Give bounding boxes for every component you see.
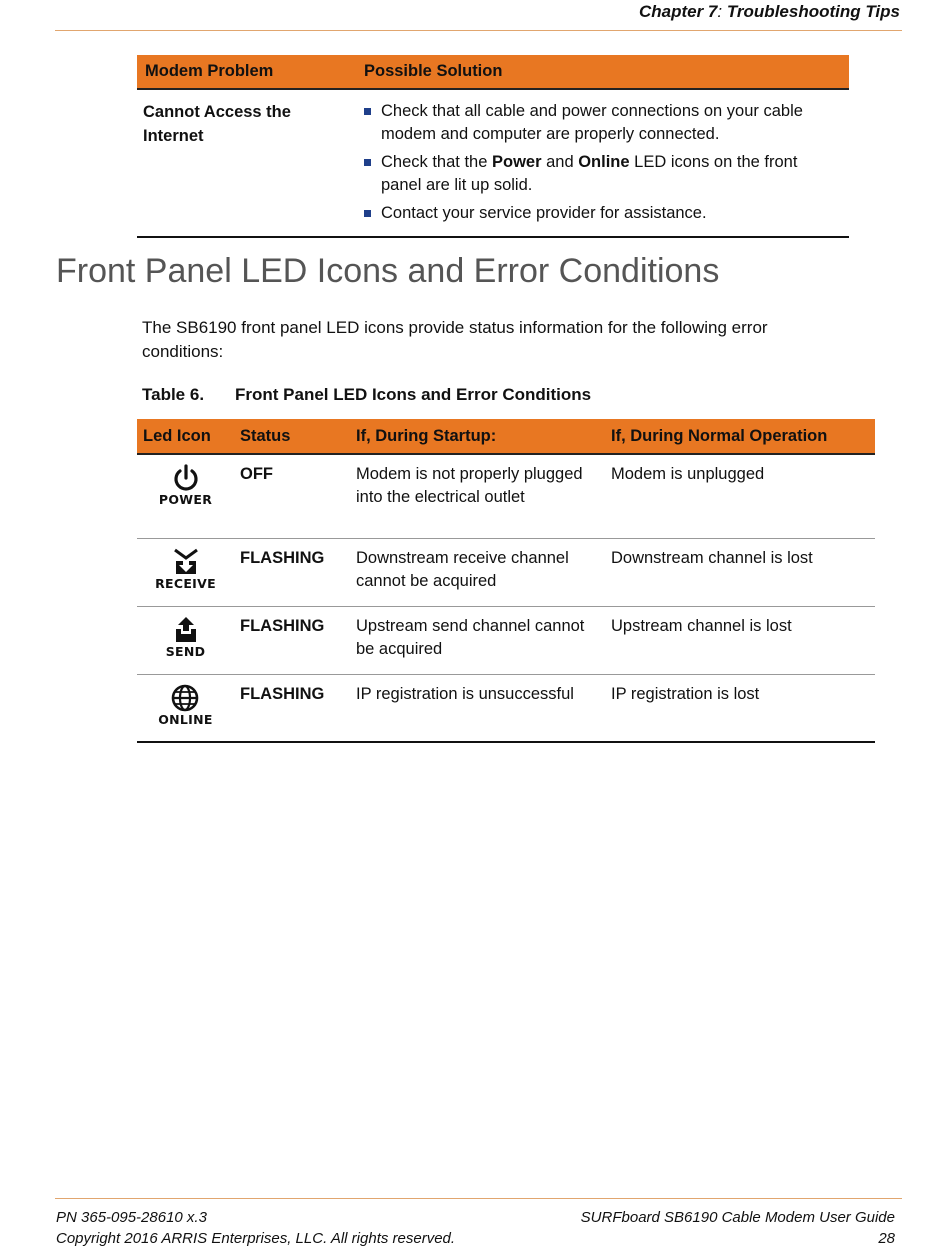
normal-cell: Downstream channel is lost — [605, 538, 875, 606]
led-icon-cell — [137, 454, 234, 538]
column-header-normal: If, During Normal Operation — [605, 419, 875, 454]
section-title: Front Panel LED Icons and Error Conditions — [56, 252, 720, 290]
chapter-separator: : — [717, 2, 723, 21]
column-header-startup: If, During Startup: — [350, 419, 605, 454]
online-term: Online — [578, 153, 630, 171]
table-caption-label: Table 6. — [142, 385, 205, 404]
receive-label: RECEIVE — [155, 575, 216, 591]
startup-cell: Modem is not properly plugged into the electrical outlet — [350, 454, 605, 538]
normal-cell: IP registration is lost — [605, 674, 875, 742]
chapter-title: Troubleshooting Tips — [726, 2, 900, 21]
power-led — [159, 463, 212, 507]
list-item: Contact your service provider for assistance. — [362, 202, 841, 225]
table-header-row — [137, 419, 875, 454]
send-label: SEND — [165, 643, 206, 659]
table-row — [137, 674, 875, 742]
column-header-modem-problem: Modem Problem — [137, 55, 356, 89]
table-row — [137, 454, 875, 538]
page-header — [639, 2, 900, 22]
power-term: Power — [491, 153, 542, 171]
status-cell: OFF — [234, 454, 350, 538]
chapter-label: Chapter 7 — [638, 2, 718, 21]
power-icon — [171, 463, 201, 493]
part-number: PN 365-095-28610 x.3 — [56, 1209, 207, 1226]
column-header-possible-solution: Possible Solution — [356, 55, 849, 89]
guide-title: SURFboard SB6190 Cable Modem User Guide — [580, 1209, 895, 1226]
led-icon-cell — [137, 606, 234, 674]
power-label: POWER — [158, 492, 213, 507]
led-icon-cell — [137, 674, 234, 742]
normal-cell: Upstream channel is lost — [605, 606, 875, 674]
status-cell: FLASHING — [234, 606, 350, 674]
solution-text: and — [541, 153, 579, 171]
problem-cell: Cannot Access the Internet — [137, 89, 356, 237]
footer-right — [581, 1207, 895, 1249]
receive-icon — [171, 547, 201, 577]
column-header-status: Status — [234, 419, 350, 454]
column-header-led-icon: Led Icon — [137, 419, 234, 454]
startup-cell: Downstream receive channel cannot be acquired — [350, 538, 605, 606]
table-caption — [142, 385, 591, 405]
footer-left — [56, 1207, 455, 1249]
receive-led — [155, 547, 216, 591]
solution-text: LED icons on the front panel are lit up solid. — [381, 153, 798, 194]
status-cell: FLASHING — [234, 538, 350, 606]
led-icons-table — [137, 419, 875, 743]
solution-text: Check that the — [381, 153, 492, 171]
table-row — [137, 538, 875, 606]
header-rule — [55, 30, 902, 31]
footer-rule — [55, 1198, 902, 1199]
modem-problem-table — [137, 55, 849, 238]
startup-cell: IP registration is unsuccessful — [350, 674, 605, 742]
solution-cell — [356, 89, 849, 237]
list-item: Check that all cable and power connections on your cable modem and computer are properly connected. — [362, 100, 841, 146]
online-label: ONLINE — [158, 711, 213, 727]
table-row — [137, 606, 875, 674]
table-row — [137, 89, 849, 237]
normal-cell: Modem is unplugged — [605, 454, 875, 538]
send-led — [166, 615, 206, 659]
copyright: Copyright 2016 ARRIS Enterprises, LLC. All rights reserved. — [56, 1230, 456, 1247]
list-item — [362, 151, 841, 197]
status-cell: FLASHING — [234, 674, 350, 742]
table-header-row — [137, 55, 849, 89]
intro-paragraph: The SB6190 front panel LED icons provide status information for the following error conditions: — [142, 318, 768, 361]
online-icon — [170, 683, 200, 713]
page-number: 28 — [878, 1230, 895, 1247]
table-caption-title: Front Panel LED Icons and Error Conditions — [235, 385, 592, 404]
led-icon-cell — [137, 538, 234, 606]
startup-cell: Upstream send channel cannot be acquired — [350, 606, 605, 674]
online-led — [158, 683, 213, 727]
solution-list — [362, 100, 841, 225]
send-icon — [171, 615, 201, 645]
